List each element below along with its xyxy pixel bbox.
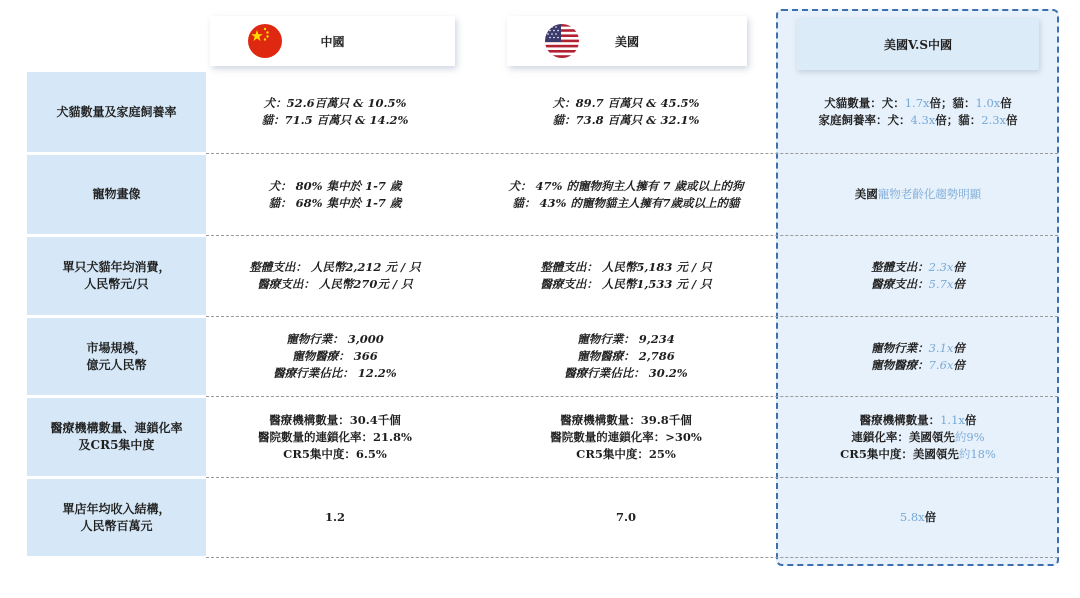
- compare-ratio: 約9%: [954, 429, 985, 444]
- compare-text: 家庭飼養率：犬：: [818, 113, 911, 127]
- usa-revenue-value: 7.0: [615, 510, 636, 524]
- usa-medical-spend: 醫療支出： 人民幣1,533 元 / 只: [540, 277, 712, 291]
- china-dog-count: 犬：52.6百萬只 & 10.5%: [263, 96, 407, 110]
- compare-ratio: 5.8x: [899, 510, 925, 524]
- china-dog-profile: 犬： 80% 集中於 1-7 歲: [268, 178, 402, 193]
- compare-line: [871, 259, 965, 276]
- china-flag-icon: [248, 24, 282, 58]
- compare-pet-count: [790, 72, 1046, 152]
- compare-text: 寵物醫療：: [871, 357, 929, 372]
- row-divider: [206, 316, 1058, 317]
- usa-cr5: CR5集中度：25%: [576, 446, 676, 461]
- china-total-spend: 整體支出： 人民幣2,212 元 / 只: [249, 260, 421, 274]
- compare-text: 倍: [964, 412, 977, 427]
- row-divider: [206, 477, 1058, 478]
- compare-line: [855, 186, 982, 203]
- compare-text: 醫療支出：: [871, 277, 929, 291]
- row-label-text: 單店年均收入結構， 人民幣百萬元: [62, 501, 171, 533]
- compare-ratio: 約18%: [958, 446, 996, 461]
- compare-text: 醫療機構數量：: [859, 412, 941, 427]
- compare-store-revenue: [790, 479, 1046, 556]
- header-usa-label: 美國: [614, 34, 639, 49]
- usa-pet-industry: 寵物行業： 9,234: [577, 332, 675, 346]
- compare-ratio: 7.6x: [928, 357, 954, 372]
- compare-ratio: 2.3x: [928, 260, 954, 274]
- compare-ratio: 1.0x: [975, 96, 1001, 110]
- row-label-pet-count: [27, 72, 206, 152]
- row-label-text: 犬貓數量及家庭飼養率: [56, 104, 177, 119]
- usa-medical-institutions: [492, 398, 760, 476]
- row-label-annual-spend: [27, 237, 206, 315]
- china-pet-industry: 寵物行業： 3,000: [286, 332, 384, 346]
- china-annual-spend: [206, 237, 464, 315]
- compare-market-size: [790, 318, 1046, 395]
- usa-chain-rate: 醫院數量的連鎖化率：>30%: [550, 429, 702, 444]
- usa-pet-medical: 寵物醫療： 2,786: [577, 349, 675, 363]
- usa-flag-icon: [545, 24, 579, 58]
- china-cr5: CR5集中度：6.5%: [283, 446, 387, 461]
- china-chain-rate: 醫院數量的連鎖化率：21.8%: [258, 429, 412, 444]
- compare-text: 美國: [854, 187, 878, 201]
- header-china: [210, 16, 455, 66]
- compare-line: [860, 412, 977, 429]
- compare-line: [824, 95, 1012, 112]
- usa-pet-profile: [492, 155, 760, 234]
- compare-line: [871, 357, 965, 374]
- china-pet-count: [206, 72, 464, 152]
- compare-ratio: 1.1x: [940, 412, 965, 427]
- compare-text: 倍: [953, 277, 965, 291]
- compare-text: 倍: [953, 260, 965, 274]
- compare-ratio: 4.3x: [910, 113, 936, 127]
- compare-text: 寵物行業：: [871, 340, 929, 355]
- compare-text: 倍: [924, 510, 937, 524]
- compare-text: 倍；貓：: [929, 96, 976, 110]
- china-store-revenue: [206, 479, 464, 556]
- usa-pet-count: [492, 72, 760, 152]
- china-institution-count: 醫療機構數量：30.4千個: [269, 412, 401, 427]
- compare-text: 整體支出：: [871, 260, 929, 274]
- compare-highlight: 寵物老齡化趨勢明顯: [877, 187, 982, 201]
- compare-text: CR5集中度：美國領先: [840, 446, 959, 461]
- compare-line: [871, 276, 965, 293]
- usa-dog-count: 犬：89.7 百萬只 & 45.5%: [552, 96, 700, 110]
- compare-line: [871, 340, 965, 357]
- china-cat-count: 貓：71.5 百萬只 & 14.2%: [261, 113, 409, 127]
- compare-ratio: 3.1x: [928, 340, 954, 355]
- compare-text: 倍: [1000, 96, 1012, 110]
- compare-text: 倍: [953, 340, 965, 355]
- row-divider: [206, 557, 1058, 558]
- compare-line: [900, 509, 936, 526]
- china-market-size: [206, 318, 464, 395]
- usa-institution-count: 醫療機構數量：39.8千個: [560, 412, 692, 427]
- usa-store-revenue: [492, 479, 760, 556]
- header-usa: [507, 16, 747, 66]
- header-china-label: 中國: [320, 34, 345, 49]
- compare-annual-spend: [790, 237, 1046, 315]
- china-revenue-value: 1.2: [324, 510, 345, 524]
- compare-line: [840, 446, 996, 463]
- china-medical-spend: 醫療支出： 人民幣270元 / 只: [257, 277, 413, 291]
- china-pet-profile: [206, 155, 464, 234]
- china-medical-share: 醫療行業佔比： 12.2%: [273, 366, 397, 380]
- compare-line: [851, 429, 984, 446]
- compare-text: 倍: [953, 357, 965, 372]
- compare-ratio: 2.3x: [981, 113, 1007, 127]
- row-divider: [206, 396, 1058, 397]
- row-label-pet-profile: [27, 155, 206, 234]
- compare-text: 犬貓數量：犬：: [824, 96, 905, 110]
- china-medical-institutions: [206, 398, 464, 476]
- row-label-market-size: [27, 318, 206, 395]
- usa-dog-profile: 犬： 47% 的寵物狗主人擁有 7 歲或以上的狗: [508, 178, 744, 193]
- row-label-text: 單只犬貓年均消費， 人民幣元/只: [62, 260, 171, 291]
- china-pet-medical: 寵物醫療： 366: [292, 349, 378, 363]
- compare-ratio: 5.7x: [928, 277, 954, 291]
- usa-market-size: [492, 318, 760, 395]
- compare-text: 倍: [1006, 113, 1018, 127]
- row-divider: [206, 235, 1058, 236]
- usa-total-spend: 整體支出： 人民幣5,183 元 / 只: [540, 260, 712, 274]
- usa-annual-spend: [492, 237, 760, 315]
- compare-text: 連鎖化率：美國領先: [851, 429, 955, 444]
- usa-cat-count: 貓：73.8 百萬只 & 32.1%: [552, 113, 700, 127]
- header-compare-label: 美國V.S中國: [883, 37, 953, 52]
- compare-pet-profile: [790, 155, 1046, 234]
- compare-text: 倍；貓：: [935, 113, 982, 127]
- usa-cat-profile: 貓： 43% 的寵物貓主人擁有7歲或以上的貓: [512, 195, 740, 210]
- compare-medical-institutions: [790, 398, 1046, 476]
- china-cat-profile: 貓： 68% 集中於 1-7 歲: [268, 195, 402, 210]
- row-divider: [206, 153, 1058, 154]
- row-label-text: 市場規模， 億元人民幣: [86, 340, 147, 372]
- row-label-medical-institutions: [27, 398, 206, 476]
- compare-ratio: 1.7x: [904, 96, 930, 110]
- header-compare: [797, 18, 1039, 70]
- row-label-text: 醫療機構數量、連鎖化率 及CR5集中度: [50, 421, 183, 452]
- row-label-store-revenue: [27, 479, 206, 556]
- compare-line: [818, 112, 1017, 129]
- usa-medical-share: 醫療行業佔比： 30.2%: [564, 366, 688, 380]
- row-label-text: 寵物畫像: [92, 187, 141, 201]
